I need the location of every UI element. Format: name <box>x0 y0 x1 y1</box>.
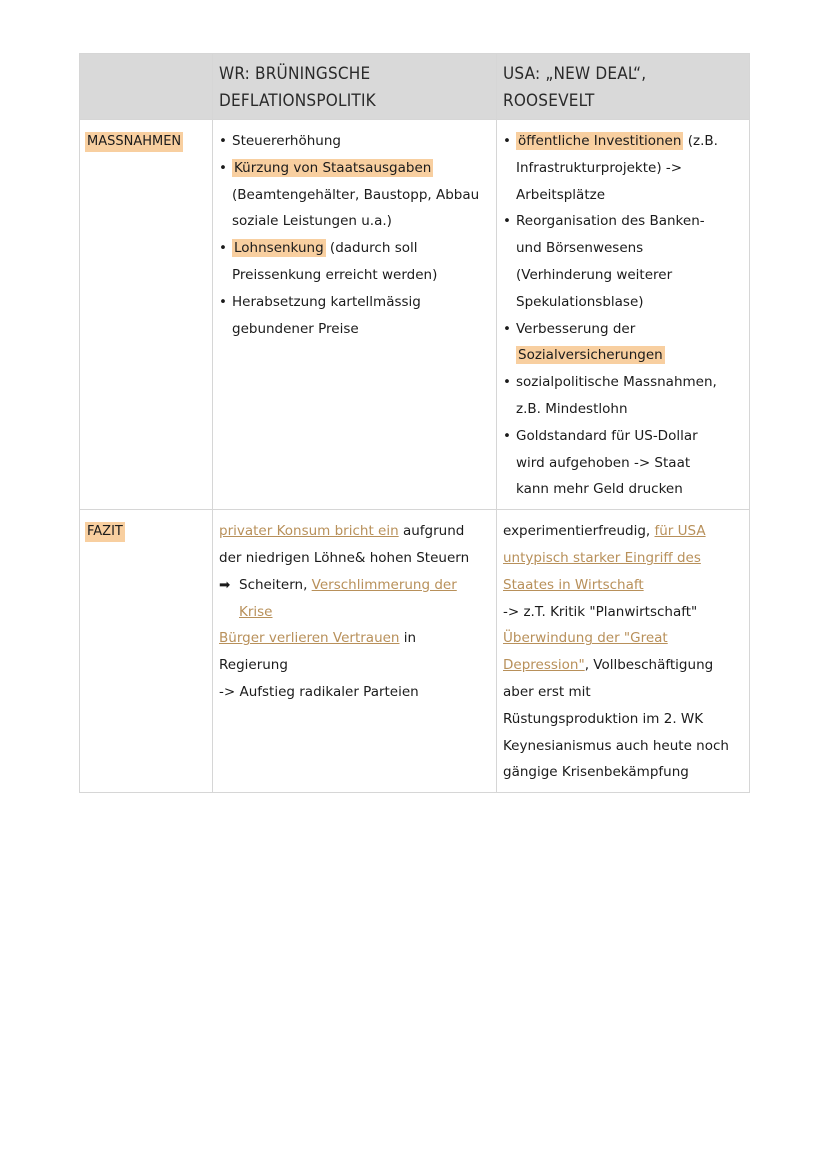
list-item <box>503 208 749 315</box>
header-wr-line1: WR: BRÜNINGSCHE <box>219 64 371 84</box>
highlight: öffentliche Investitionen <box>518 133 682 149</box>
fazit-usa-line <box>503 545 749 572</box>
list-item <box>219 155 496 235</box>
arrow-right-icon: ➡ <box>219 576 231 593</box>
wr-measure-text: Preissenkung erreicht werden) <box>232 266 438 283</box>
list-item <box>503 423 749 503</box>
underlined-text: Depression" <box>503 657 585 674</box>
fazit-usa-line: Keynesianismus auch heute noch <box>503 737 729 754</box>
fazit-text: in <box>399 630 417 647</box>
wr-measure-text: Steuererhöhung <box>232 133 341 149</box>
list-item <box>219 289 496 343</box>
fazit-wr-cell <box>213 510 497 793</box>
fazit-wr-line <box>219 572 496 599</box>
fazit-usa-line <box>503 518 749 545</box>
underlined-text: Krise <box>239 603 273 620</box>
usa-measure-text: • Verbesserung der <box>516 320 636 337</box>
wr-measure-text: soziale Leistungen u.a.) <box>232 213 392 230</box>
usa-measure-text: kann mehr Geld drucken <box>516 481 683 498</box>
fazit-text: , Vollbeschäftigung <box>584 657 714 674</box>
highlight: Sozialversicherungen <box>518 347 663 364</box>
wr-measure-text: gebundener Preise <box>232 320 359 337</box>
fazit-label-cell <box>80 510 213 793</box>
fazit-text: aufgrund <box>398 523 465 540</box>
highlight: Lohnsenkung <box>234 240 324 257</box>
massnahmen-wr-cell <box>213 120 497 510</box>
usa-measure-text: (Verhinderung weiterer <box>516 266 673 283</box>
fazit-wr-line <box>219 625 496 652</box>
underlined-text: privater Konsum bricht ein <box>219 523 399 540</box>
fazit-wr-line: der niedrigen Löhne& hohen Steuern <box>219 549 470 566</box>
underlined-text: Bürger verlieren Vertrauen <box>219 630 400 647</box>
underlined-text: Verschlimmerung der <box>311 576 457 593</box>
wr-measure-text: (Beamtengehälter, Baustopp, Abbau <box>232 186 480 203</box>
fazit-label: FAZIT <box>85 522 125 542</box>
list-item <box>219 128 496 155</box>
fazit-usa-line <box>503 625 749 652</box>
underlined-text: Staates in Wirtschaft <box>503 576 644 593</box>
massnahmen-label: MASSNAHMEN <box>85 132 183 152</box>
fazit-wr-line <box>219 518 496 545</box>
header-wr <box>213 54 497 120</box>
list-item <box>219 235 496 289</box>
usa-measure-text: wird aufgehoben -> Staat <box>516 454 691 471</box>
header-empty-cell <box>80 54 213 120</box>
fazit-usa-line: aber erst mit <box>503 683 591 700</box>
header-usa-line1: USA: „NEW DEAL“, <box>503 64 647 84</box>
fazit-text: Scheitern, <box>239 576 312 593</box>
wr-measure-text: (dadurch soll <box>325 240 418 257</box>
underlined-text: untypisch starker Eingriff des <box>503 549 701 566</box>
massnahmen-label-cell <box>80 120 213 510</box>
usa-measure-text: Spekulationsblase) <box>516 293 644 310</box>
usa-measure-text: • Reorganisation des Banken- <box>516 213 705 230</box>
usa-measure-text: und Börsenwesens <box>516 240 644 257</box>
massnahmen-usa-cell <box>497 120 750 510</box>
usa-measure-text: z.B. Mindestlohn <box>516 400 628 417</box>
fazit-wr-line: Regierung <box>219 657 288 674</box>
header-usa-line2: ROOSEVELT <box>503 91 595 111</box>
usa-measure-text: (z.B. <box>683 133 718 149</box>
usa-measure-text: • sozialpolitische Massnahmen, <box>516 374 717 391</box>
header-row <box>80 54 750 120</box>
fazit-usa-line <box>503 652 749 679</box>
fazit-wr-line <box>219 599 496 626</box>
header-wr-line2: DEFLATIONSPOLITIK <box>219 91 376 111</box>
usa-measure-text: Infrastrukturprojekte) -> <box>516 159 683 176</box>
massnahmen-row <box>80 120 750 510</box>
fazit-usa-line: gängige Krisenbekämpfung <box>503 764 689 781</box>
underlined-text: für USA <box>654 523 706 540</box>
list-item <box>503 316 749 370</box>
highlight: Kürzung von Staatsausgaben <box>234 159 432 176</box>
comparison-table <box>79 53 750 793</box>
fazit-usa-line: Rüstungsproduktion im 2. WK <box>503 710 704 727</box>
fazit-row <box>80 510 750 793</box>
wr-measure-text: • Herabsetzung kartellmässig <box>232 293 421 310</box>
fazit-text: experimentierfreudig, <box>503 523 655 540</box>
list-item <box>503 128 749 208</box>
fazit-usa-cell <box>497 510 750 793</box>
usa-measure-text: Arbeitsplätze <box>516 186 606 203</box>
header-usa <box>497 54 750 120</box>
usa-measure-text: • Goldstandard für US-Dollar <box>516 427 698 444</box>
fazit-usa-line <box>503 572 749 599</box>
underlined-text: Überwindung der "Great <box>503 630 668 647</box>
fazit-wr-line: -> Aufstieg radikaler Parteien <box>219 683 419 700</box>
list-item <box>503 369 749 423</box>
fazit-usa-line: -> z.T. Kritik "Planwirtschaft" <box>503 603 698 620</box>
